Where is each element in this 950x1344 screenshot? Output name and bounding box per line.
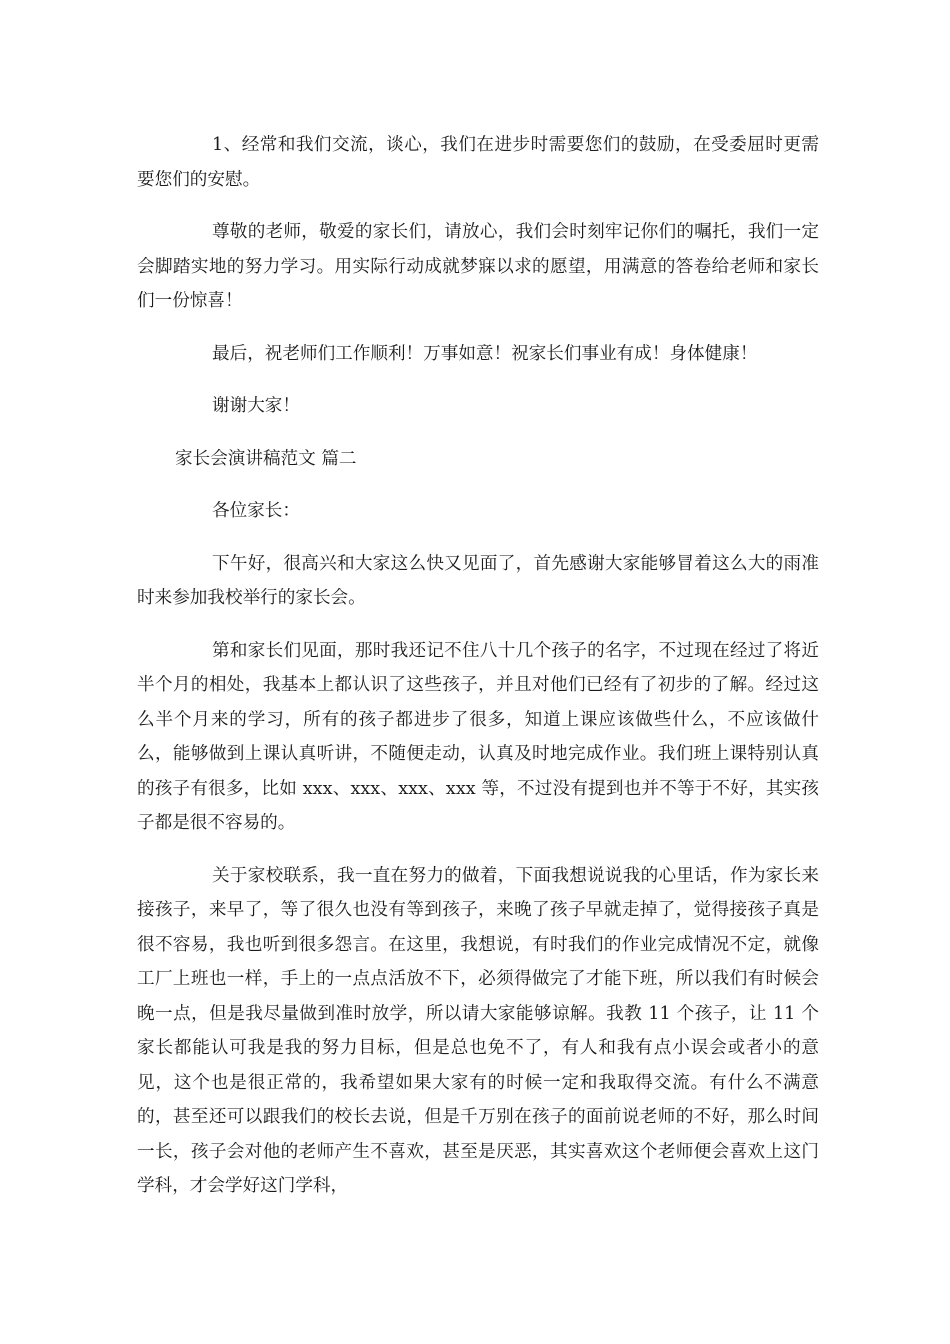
section-heading: 家长会演讲稿范文 篇二: [175, 448, 357, 469]
paragraph-1: 1、经常和我们交流，谈心，我们在进步时需要您们的鼓励，在受委屈时更需要您们的安慰。: [137, 135, 819, 190]
paragraph-7: 关于家校联系，我一直在努力的做着，下面我想说说我的心里话，作为家长来接孩子，来早了，等了很久也没有等到孩子，来晚了孩子早就走掉了，觉得接孩子真是很不容易，我也听到很多怨言。在这里，我想说，有时我们的作业完成情况不定，就像工厂上班也一样，手上的一点点活放不下，必须得做完了才能下班，所以我们有时候会晚一点，但是我尽量做到准时放学，所以请大家能够谅解。我教 11 个孩子，让 11 个家长都能认可我是我的努力目标，但是总也免不了，有人和我有点小误会或者小的意见，这个也是很正常的，我希望如果大家有的时候一定和我取得交流。有什么不满意的，甚至还可以跟我们的校长去说，但是千万别在孩子的面前说老师的不好，那么时间一长，孩子会对他的老师产生不喜欢，甚至是厌恶，其实喜欢这个老师便会喜欢上这门学科，才会学好这门学科，: [137, 865, 819, 1196]
paragraph-3: 最后，祝老师们工作顺利！万事如意！祝家长们事业有成！身体健康！: [212, 343, 758, 364]
paragraph-5: 下午好，很高兴和大家这么快又见面了，首先感谢大家能够冒着这么大的雨准时来参加我校举行的家长会。: [137, 553, 819, 608]
document-page: [137, 128, 819, 1222]
paragraph-2: 尊敬的老师，敬爱的家长们，请放心，我们会时刻牢记你们的嘱托，我们一定会脚踏实地的努力学习。用实际行动成就梦寐以求的愿望，用满意的答卷给老师和家长们一份惊喜！: [137, 222, 819, 311]
salutation: 各位家长：: [212, 501, 300, 521]
paragraph-6: 第和家长们见面，那时我还记不住八十几个孩子的名字，不过现在经过了将近半个月的相处，我基本上都认识了这些孩子，并且对他们已经有了初步的了解。经过这么半个月来的学习，所有的孩子都进步了很多，知道上课应该做些什么，不应该做什么，能够做到上课认真听讲，不随便走动，认真及时地完成作业。我们班上课特别认真的孩子有很多，比如 xxx、xxx、xxx、xxx 等，不过没有提到也并不等于不好，其实孩子都是很不容易的。: [137, 640, 819, 833]
paragraph-4: 谢谢大家！: [212, 396, 300, 416]
